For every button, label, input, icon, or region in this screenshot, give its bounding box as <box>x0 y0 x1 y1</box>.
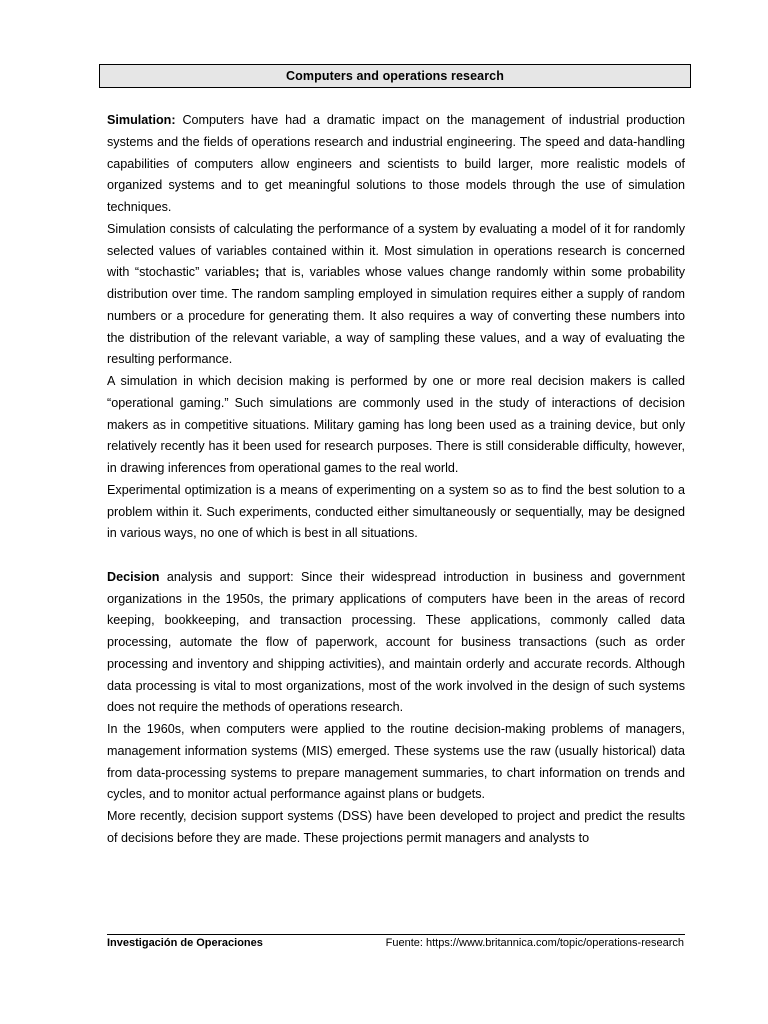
decision-paragraph-2: In the 1960s, when computers were applied to the routine decision-making problems of managers, management information systems (MIS) emerged. These systems use the raw (usually historical) data from data-processing systems to prepare management summaries, to chart information on trends and cycles, and to monitor actual performance against plans or budgets. <box>107 722 685 802</box>
decision-paragraph-3: More recently, decision support systems (DSS) have been developed to project and predict the results of decisions before they are made. These projections permit managers and analysts to <box>107 809 685 845</box>
document-body <box>107 110 685 850</box>
title-box <box>99 64 691 88</box>
footer-course-name: Investigación de Operaciones <box>107 937 263 949</box>
decision-heading: Decision <box>107 569 160 584</box>
simulation-paragraph-2-semicolon: ; <box>255 265 260 280</box>
section-gap <box>107 545 685 567</box>
simulation-paragraph-3: A simulation in which decision making is performed by one or more real decision makers is called “operational gaming.” Such simulations are commonly used in the study of interactions of decision makers as in competitive situations. Military gaming has long been used as a training device, but only relatively recently has it been used for research purposes. There is still considerable difficulty, however, in drawing inferences from operational games to the real world. <box>107 374 685 475</box>
simulation-paragraph-2-part-2: that is, variables whose values change randomly within some probability distribution over time. The random sampling employed in simulation requires either a supply of random numbers or a procedure for generating them. It also requires a way of converting these numbers into the distribution of the relevant variable, a way of sampling these values, and a way of evaluating the resulting performance. <box>107 265 685 367</box>
simulation-paragraph-2 <box>107 219 685 371</box>
decision-paragraph-1 <box>107 567 685 719</box>
decision-paragraph-1-text: analysis and support: Since their widespread introduction in business and government organizations in the 1950s, the primary applications of computers have been in the areas of record keeping, bookkeeping, and transaction processing. These applications, commonly called data processing, automate the flow of paperwork, account for business transactions (such as order processing and inventory and shipping activities), and maintain orderly and accurate records. Although data processing is vital to most organizations, most of the work involved in the design of such systems does not require the methods of operations research. <box>107 569 685 715</box>
simulation-paragraph-1 <box>107 110 685 219</box>
footer-source: Fuente: https://www.britannica.com/topic/operations-research <box>385 937 684 949</box>
simulation-paragraph-4: Experimental optimization is a means of experimenting on a system so as to find the best solution to a problem within it. Such experiments, conducted either simultaneously or sequentially, may be designed in various ways, no one of which is best in all situations. <box>107 482 685 541</box>
simulation-paragraph-1-text: Computers have had a dramatic impact on the management of industrial production systems and the fields of operations research and industrial engineering. The speed and data-handling capabilities of computers allow engineers and scientists to build larger, more realistic models of organized systems and to get meaningful solutions to those models through the use of simulation techniques. <box>107 113 685 214</box>
document-title: Computers and operations research <box>286 69 504 83</box>
simulation-paragraph-2-part-1: Simulation consists of calculating the performance of a system by evaluating a model of it for randomly selected values of variables contained within it. Most simulation in operations research is concerned with “stochastic” variables <box>107 221 685 280</box>
simulation-heading: Simulation: <box>107 113 176 127</box>
footer-divider <box>107 934 685 935</box>
